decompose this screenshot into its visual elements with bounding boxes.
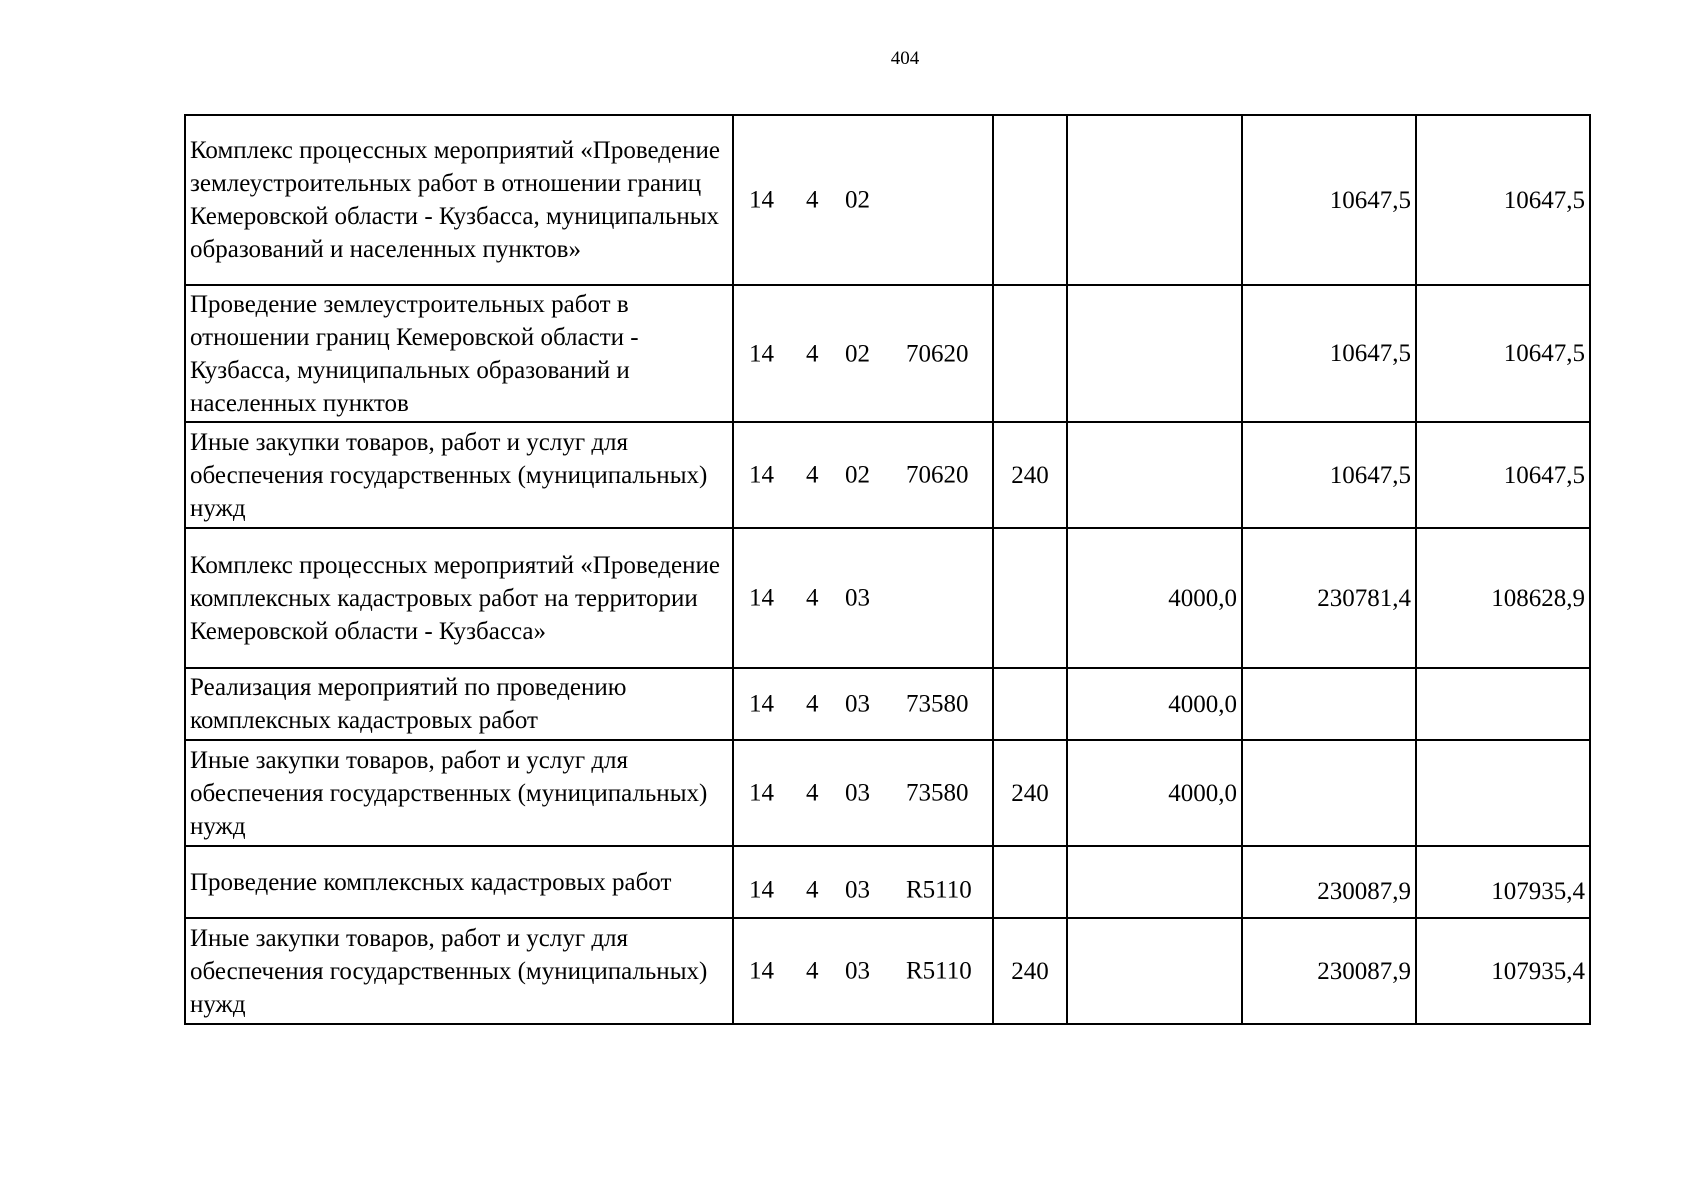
table-row [185, 285, 1590, 422]
table-row [185, 740, 1590, 846]
expense-type-cell [993, 285, 1067, 422]
amount-cell-1 [1067, 846, 1242, 918]
code-program: 4 [806, 584, 819, 612]
code-program: 4 [806, 461, 819, 489]
row-name: Иные закупки товаров, работ и услуг для обеспечения государственных (муниципальных) нужд [185, 740, 733, 846]
code-section: 14 [749, 690, 774, 718]
amount-cell-1 [1067, 918, 1242, 1024]
code-cell [733, 528, 993, 668]
row-name: Проведение комплексных кадастровых работ [185, 846, 733, 918]
row-name: Иные закупки товаров, работ и услуг для обеспечения государственных (муниципальных) нужд [185, 918, 733, 1024]
amount-cell-3: 107935,4 [1416, 846, 1590, 918]
code-subprogram: 03 [845, 957, 870, 985]
amount-cell-1: 4000,0 [1067, 528, 1242, 668]
amount-cell-3: 10647,5 [1416, 422, 1590, 528]
expense-type-cell [993, 115, 1067, 285]
code-subprogram: 02 [845, 186, 870, 214]
code-section: 14 [749, 340, 774, 367]
amount-cell-2: 10647,5 [1242, 422, 1416, 528]
row-name: Проведение землеустроительных работ в отношении границ Кемеровской области - Кузбасса, муниципальных образований и населенных пунктов [185, 285, 733, 422]
amount-cell-1 [1067, 422, 1242, 528]
code-cell [733, 846, 993, 918]
table-row [185, 528, 1590, 668]
code-direction: R5110 [906, 957, 972, 985]
amount-cell-1 [1067, 115, 1242, 285]
row-name: Реализация мероприятий по проведению комплексных кадастровых работ [185, 668, 733, 740]
row-name: Комплекс процессных мероприятий «Проведение землеустроительных работ в отношении границ Кемеровской области - Кузбасса, муниципальных образований и населенных пунктов» [185, 115, 733, 285]
code-section: 14 [749, 779, 774, 807]
code-cell [733, 740, 993, 846]
code-direction: 70620 [906, 340, 969, 367]
amount-cell-3: 10647,5 [1416, 115, 1590, 285]
amount-cell-2: 10647,5 [1242, 285, 1416, 422]
expense-type-cell [993, 528, 1067, 668]
code-direction: R5110 [906, 876, 972, 904]
code-subprogram: 03 [845, 876, 870, 904]
table-row [185, 115, 1590, 285]
code-section: 14 [749, 584, 774, 612]
amount-cell-1 [1067, 285, 1242, 422]
code-subprogram: 02 [845, 461, 870, 489]
code-section: 14 [749, 957, 774, 985]
page-number: 404 [890, 48, 920, 69]
table-row [185, 668, 1590, 740]
expense-type-cell: 240 [993, 422, 1067, 528]
amount-cell-1: 4000,0 [1067, 740, 1242, 846]
amount-cell-2: 230087,9 [1242, 846, 1416, 918]
amount-cell-2: 230087,9 [1242, 918, 1416, 1024]
code-direction: 73580 [906, 690, 969, 718]
code-direction: 70620 [906, 461, 969, 489]
code-section: 14 [749, 461, 774, 489]
code-section: 14 [749, 876, 774, 904]
amount-cell-2: 230781,4 [1242, 528, 1416, 668]
amount-cell-2 [1242, 740, 1416, 846]
amount-cell-2: 10647,5 [1242, 115, 1416, 285]
amount-cell-3: 10647,5 [1416, 285, 1590, 422]
code-program: 4 [806, 876, 819, 904]
code-cell [733, 668, 993, 740]
code-program: 4 [806, 779, 819, 807]
amount-cell-1: 4000,0 [1067, 668, 1242, 740]
table-row [185, 422, 1590, 528]
code-cell [733, 285, 993, 422]
code-program: 4 [806, 186, 819, 214]
code-program: 4 [806, 340, 819, 367]
amount-cell-3 [1416, 740, 1590, 846]
table-row [185, 846, 1590, 918]
code-subprogram: 03 [845, 584, 870, 612]
code-subprogram: 03 [845, 690, 870, 718]
code-program: 4 [806, 690, 819, 718]
expense-type-cell [993, 668, 1067, 740]
expense-type-cell: 240 [993, 740, 1067, 846]
table-row [185, 918, 1590, 1024]
amount-cell-3: 108628,9 [1416, 528, 1590, 668]
row-name: Иные закупки товаров, работ и услуг для обеспечения государственных (муниципальных) нужд [185, 422, 733, 528]
row-name: Комплекс процессных мероприятий «Проведение комплексных кадастровых работ на территории Кемеровской области - Кузбасса» [185, 528, 733, 668]
code-subprogram: 03 [845, 779, 870, 807]
code-direction: 73580 [906, 779, 969, 807]
code-cell [733, 422, 993, 528]
code-cell [733, 918, 993, 1024]
amount-cell-3 [1416, 668, 1590, 740]
code-cell [733, 115, 993, 285]
amount-cell-2 [1242, 668, 1416, 740]
amount-cell-3: 107935,4 [1416, 918, 1590, 1024]
expense-type-cell [993, 846, 1067, 918]
budget-table [184, 114, 1591, 1025]
code-section: 14 [749, 186, 774, 214]
expense-type-cell: 240 [993, 918, 1067, 1024]
code-subprogram: 02 [845, 340, 870, 367]
code-program: 4 [806, 957, 819, 985]
